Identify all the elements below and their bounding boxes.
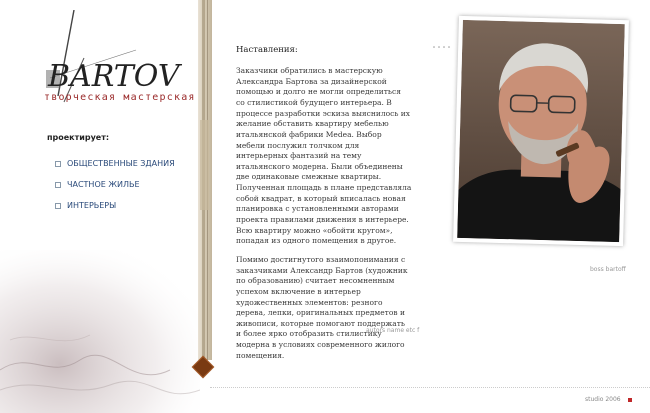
nav-item-interiors[interactable] — [55, 195, 175, 216]
square-bullet-icon — [55, 161, 61, 167]
red-square-icon — [628, 398, 632, 402]
article-paragraph-2: Помимо достигнутого взаимопонимания с заказчиками Александр Бартов (художник по образованию) считает несомненным успехом включение в интерьер художественных элементов: резного дерева, лепки, оригинальных предметов и живописи, которые помогают поддержать и более ярко отобразить стилистику модерна в условиях современного жилого помещения. — [236, 254, 408, 360]
article — [236, 44, 412, 369]
portrait-image — [457, 20, 625, 242]
article-paragraph-1: Заказчики обратились в мастерскую Александра Бартова за дизайнерской помощью и долго не могли определиться со стилистикой будущего интерьера. В процессе разработки эскиза выяснилось их желание обставить квартиру мебелью итальянской фабрики Medea. Выбор мебели послужил толчком для интерьерных фантазий на тему итальянского модерна. Были объединены две одинаковые смежные квартиры. Полученная площадь в плане представляла собой квадрат, в который вписалась новая планировка с установленными авторами проекта правилами движения в интерьере. Всю квартиру можно «обойти кругом», попадая из одного помещения в другое. — [236, 66, 412, 246]
nav-link-private-housing[interactable]: ЧАСТНОЕ ЖИЛЬЕ — [67, 180, 140, 189]
logo-text: BARTOV — [48, 59, 180, 94]
portrait-photo — [453, 16, 629, 246]
article-author: autors name etc f — [366, 327, 420, 334]
main-nav — [55, 153, 175, 216]
square-bullet-icon — [55, 203, 61, 209]
brand-tagline: творческая мастерская — [44, 92, 196, 103]
nav-link-interiors[interactable]: ИНТЕРЬЕРЫ — [67, 201, 117, 210]
decorative-vertical-strip — [198, 0, 212, 360]
footer-divider — [210, 387, 650, 388]
left-column — [0, 0, 200, 413]
article-title: Наставления: — [236, 45, 298, 55]
dotted-ornament — [432, 44, 454, 50]
footer-studio: studio 2006 — [585, 396, 621, 403]
nav-link-public-buildings[interactable]: ОБЩЕСТВЕННЫЕ ЗДАНИЯ — [67, 159, 175, 168]
square-bullet-icon — [55, 182, 61, 188]
nav-item-public-buildings[interactable] — [55, 153, 175, 174]
nav-item-private-housing[interactable] — [55, 174, 175, 195]
marble-texture-decoration — [0, 250, 200, 413]
photo-caption: boss bartoff — [590, 266, 626, 273]
nav-heading: проектирует: — [47, 133, 110, 142]
